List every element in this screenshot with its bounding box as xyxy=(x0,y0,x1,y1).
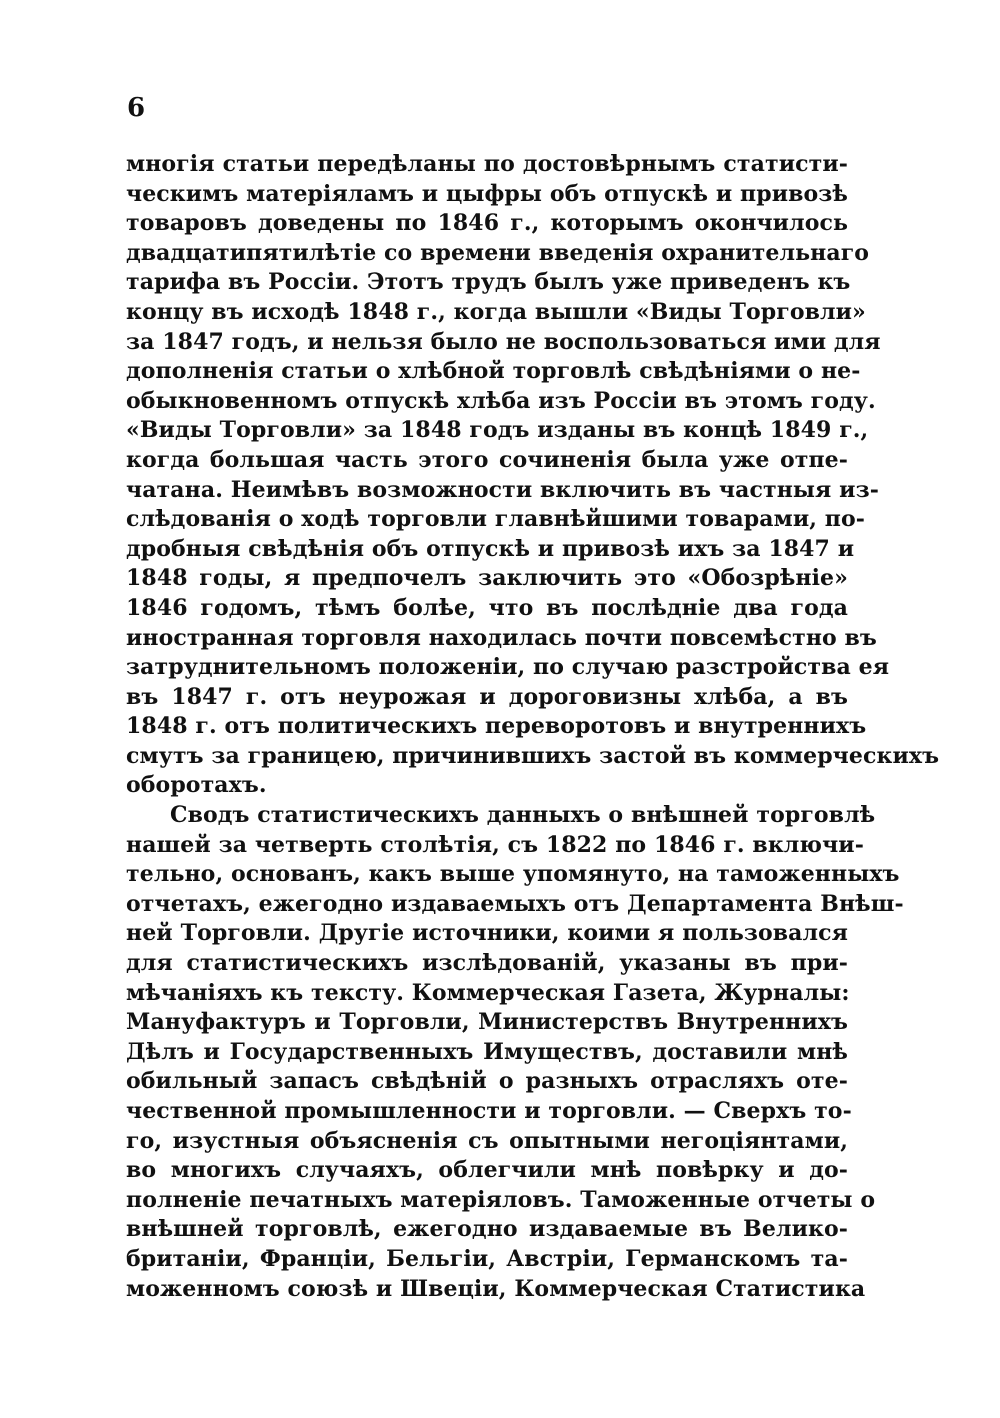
text-line: внѣшней торговлѣ, ежегодно издаваемые въ Велико- xyxy=(126,1216,848,1243)
text-line: чественной промышленности и торговли. — Сверхъ то- xyxy=(126,1098,852,1124)
text-line: многія статьи передѣланы по достовѣрнымъ статисти- xyxy=(126,151,848,177)
text-line: го, изустныя объясненія съ опытными негоціянтами, xyxy=(126,1127,848,1154)
text-line: для статистическихъ изслѣдованій, указаны въ при- xyxy=(126,950,848,977)
text-line: ней Торговли. Другіе источники, коими я пользовался xyxy=(126,920,848,947)
text-line: чатана. Неимѣвъ возможности включить въ частныя из- xyxy=(126,476,879,503)
paragraph-end-line: оборотахъ. xyxy=(126,772,267,799)
text-line: во многихъ случаяхъ, облегчили мнѣ повѣрку и до- xyxy=(126,1157,848,1184)
text-line: когда большая часть этого сочиненія была уже отпе- xyxy=(126,446,848,473)
text-line: Мануфактуръ и Торговли, Министерствъ Внутреннихъ xyxy=(126,1009,848,1036)
text-line: слѣдованія о ходѣ торговли главнѣйшими товарами, по- xyxy=(126,506,865,533)
text-line: «Виды Торговли» за 1848 годъ изданы въ концѣ 1849 г., xyxy=(126,417,869,444)
text-line: дополненія статьи о хлѣбной торговлѣ свѣдѣніями о не- xyxy=(126,358,861,385)
text-line: затруднительномъ положеніи, по случаю разстройства ея xyxy=(126,654,890,681)
text-line: товаровъ доведены по 1846 г., которымъ окончилось xyxy=(126,210,848,237)
text-line: полненіе печатныхъ матеріяловъ. Таможенные отчеты о xyxy=(126,1186,876,1213)
text-line: 1848 годы, я предпочелъ заключить это «Обозрѣніе» xyxy=(126,565,848,592)
text-line: тарифа въ Россіи. Этотъ трудъ былъ уже приведенъ къ xyxy=(126,269,851,296)
paragraph-start-line: Сводъ статистическихъ данныхъ о внѣшней торговлѣ xyxy=(170,802,876,829)
text-line: обильный запасъ свѣдѣній о разныхъ отрасляхъ оте- xyxy=(126,1068,848,1095)
text-line: обыкновенномъ отпускѣ хлѣба изъ Россіи въ этомъ году. xyxy=(126,387,876,414)
text-line: въ 1847 г. отъ неурожая и дороговизны хлѣба, а въ xyxy=(126,683,848,710)
text-line: Дѣлъ и Государственныхъ Имуществъ, доставили мнѣ xyxy=(126,1038,848,1065)
text-line: иностранная торговля находилась почти повсемѣстно въ xyxy=(126,624,877,651)
text-line: двадцатипятилѣтіе со времени введенія охранительнаго xyxy=(126,239,870,266)
text-line: смутъ за границею, причинившихъ застой въ коммерческихъ xyxy=(126,742,940,769)
text-line: ческимъ матеріяламъ и цыфры объ отпускѣ и привозѣ xyxy=(126,180,848,207)
page-number: 6 xyxy=(127,93,146,123)
text-line: нашей за четверть столѣтія, съ 1822 по 1846 г. включи- xyxy=(126,831,864,858)
body-text xyxy=(126,150,940,1304)
text-line: 1848 г. отъ политическихъ переворотовъ и внутреннихъ xyxy=(126,713,867,740)
text-line: моженномъ союзѣ и Швеціи, Коммерческая Статистика xyxy=(126,1275,866,1302)
text-line: за 1847 годъ, и нельзя было не воспользоваться ими для xyxy=(126,328,881,355)
text-line: мѣчаніяхъ къ тексту. Коммерческая Газета, Журналы: xyxy=(126,979,850,1006)
text-line: 1846 годомъ, тѣмъ болѣе, что въ послѣдніе два года xyxy=(126,594,848,621)
text-line: концу въ исходѣ 1848 г., когда вышли «Виды Торговли» xyxy=(126,298,866,325)
text-line: британіи, Франціи, Бельгіи, Австріи, Германскомъ та- xyxy=(126,1245,848,1272)
text-line: дробныя свѣдѣнія объ отпускѣ и привозѣ ихъ за 1847 и xyxy=(126,535,855,562)
text-line: отчетахъ, ежегодно издаваемыхъ отъ Департамента Внѣш- xyxy=(126,890,904,917)
text-line: тельно, основанъ, какъ выше упомянуто, на таможенныхъ xyxy=(126,861,900,888)
